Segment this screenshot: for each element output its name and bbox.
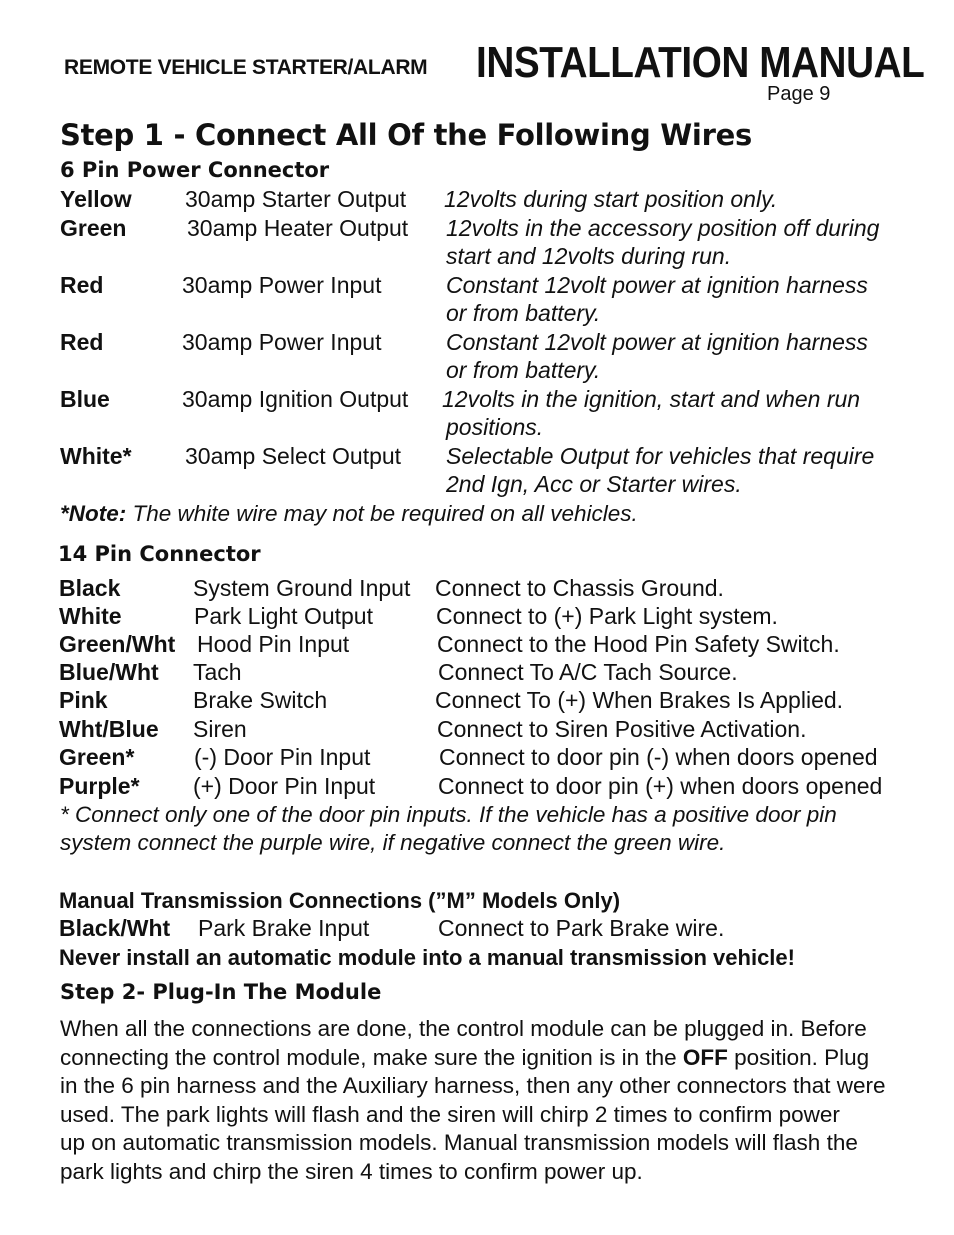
wire-function: Park Brake Input: [198, 915, 370, 941]
paragraph-line: When all the connections are done, the control module can be plugged in. Before: [60, 1016, 867, 1041]
wire-description-cont: or from battery.: [446, 357, 601, 383]
paragraph-line: park lights and chirp the siren 4 times to confirm power up.: [60, 1158, 643, 1184]
wire-color: Red: [60, 329, 104, 355]
fourteen-pin-heading: 14 Pin Connector: [58, 542, 261, 566]
wire-description: Connect To (+) When Brakes Is Applied.: [435, 687, 844, 713]
wire-description: Connect to Siren Positive Activation.: [437, 716, 807, 742]
wire-description: Connect to Chassis Ground.: [435, 575, 724, 601]
white-wire-note: [60, 501, 638, 527]
wire-description-cont: start and 12volts during run.: [446, 243, 732, 269]
wire-description: 12volts during start position only.: [444, 186, 778, 212]
door-pin-note-line: * Connect only one of the door pin inputs. If the vehicle has a positive door pin: [60, 802, 837, 827]
note-label: *Note:: [60, 501, 127, 526]
wire-description-cont: 2nd Ign, Acc or Starter wires.: [446, 471, 742, 497]
wire-description: Connect to the Hood Pin Safety Switch.: [437, 631, 840, 657]
page-number: Page 9: [767, 83, 831, 105]
wire-color: Blue: [60, 386, 110, 412]
wire-description-cont: positions.: [446, 414, 544, 440]
wire-function: Brake Switch: [193, 687, 328, 713]
wire-color: White*: [60, 443, 132, 469]
wire-color: Yellow: [60, 186, 132, 212]
wire-function: 30amp Select Output: [185, 443, 402, 469]
line-text: connecting the control module, make sure the ignition is in the: [60, 1044, 683, 1070]
wire-function: Tach: [193, 659, 242, 685]
wire-function: 30amp Heater Output: [187, 215, 409, 241]
paragraph-line: used. The park lights will flash and the siren will chirp 2 times to confirm power: [60, 1101, 840, 1127]
wire-function: 30amp Power Input: [182, 272, 382, 298]
wire-color: Black/Wht: [59, 915, 171, 941]
wire-description: 12volts in the ignition, start and when run: [442, 386, 861, 412]
wire-function: Hood Pin Input: [197, 631, 350, 657]
paragraph-line: in the 6 pin harness and the Auxiliary harness, then any other connectors that were: [60, 1073, 886, 1098]
door-pin-note-line: system connect the purple wire, if negative connect the green wire.: [60, 830, 726, 855]
line-text: position. Plug: [727, 1044, 870, 1070]
wire-description: Connect To A/C Tach Source.: [438, 659, 738, 685]
wire-function: Siren: [193, 716, 247, 742]
manual-trans-heading: Manual Transmission Connections (”M” Models Only): [59, 888, 621, 913]
wire-color: Green*: [59, 744, 135, 770]
wire-description: Connect to door pin (-) when doors opened: [439, 744, 878, 770]
wire-description: Connect to door pin (+) when doors opened: [438, 773, 883, 799]
wire-color: Pink: [59, 687, 108, 713]
wire-function: 30amp Power Input: [182, 329, 382, 355]
step2-paragraph: [60, 1015, 910, 1186]
step2-title: Step 2- Plug-In The Module: [60, 980, 382, 1004]
wire-function: (-) Door Pin Input: [194, 744, 371, 770]
note-text: The white wire may not be required on all vehicles.: [126, 501, 638, 526]
wire-description: Constant 12volt power at ignition harness: [446, 329, 868, 355]
wire-color: Blue/Wht: [59, 659, 159, 685]
off-emphasis: OFF: [682, 1044, 728, 1070]
paragraph-line: [60, 1044, 910, 1073]
wire-description: Selectable Output for vehicles that require: [446, 443, 875, 469]
wire-description: Constant 12volt power at ignition harness: [446, 272, 868, 298]
wire-color: White: [59, 603, 122, 629]
wire-description-cont: or from battery.: [446, 300, 601, 326]
product-name: REMOTE VEHICLE STARTER/ALARM: [64, 56, 428, 79]
wire-color: Black: [59, 575, 121, 601]
wire-function: (+) Door Pin Input: [193, 773, 376, 799]
wire-function: Park Light Output: [194, 603, 373, 629]
wire-function: System Ground Input: [193, 575, 411, 601]
wire-color: Green/Wht: [59, 631, 176, 657]
wire-description: 12volts in the accessory position off during: [446, 215, 880, 241]
wire-function: 30amp Ignition Output: [182, 386, 409, 412]
step1-title: Step 1 - Connect All Of the Following Wires: [60, 118, 752, 152]
manual-warning: Never install an automatic module into a manual transmission vehicle!: [59, 945, 795, 970]
wire-color: Green: [60, 215, 127, 241]
manual-title: INSTALLATION MANUAL: [476, 38, 925, 87]
wire-description: Connect to (+) Park Light system.: [436, 603, 778, 629]
wire-color: Purple*: [59, 773, 140, 799]
wire-color: Wht/Blue: [59, 716, 159, 742]
paragraph-line: up on automatic transmission models. Manual transmission models will flash the: [60, 1130, 858, 1155]
wire-function: 30amp Starter Output: [185, 186, 407, 212]
wire-color: Red: [60, 272, 104, 298]
six-pin-heading: 6 Pin Power Connector: [60, 158, 330, 182]
wire-description: Connect to Park Brake wire.: [438, 915, 725, 941]
